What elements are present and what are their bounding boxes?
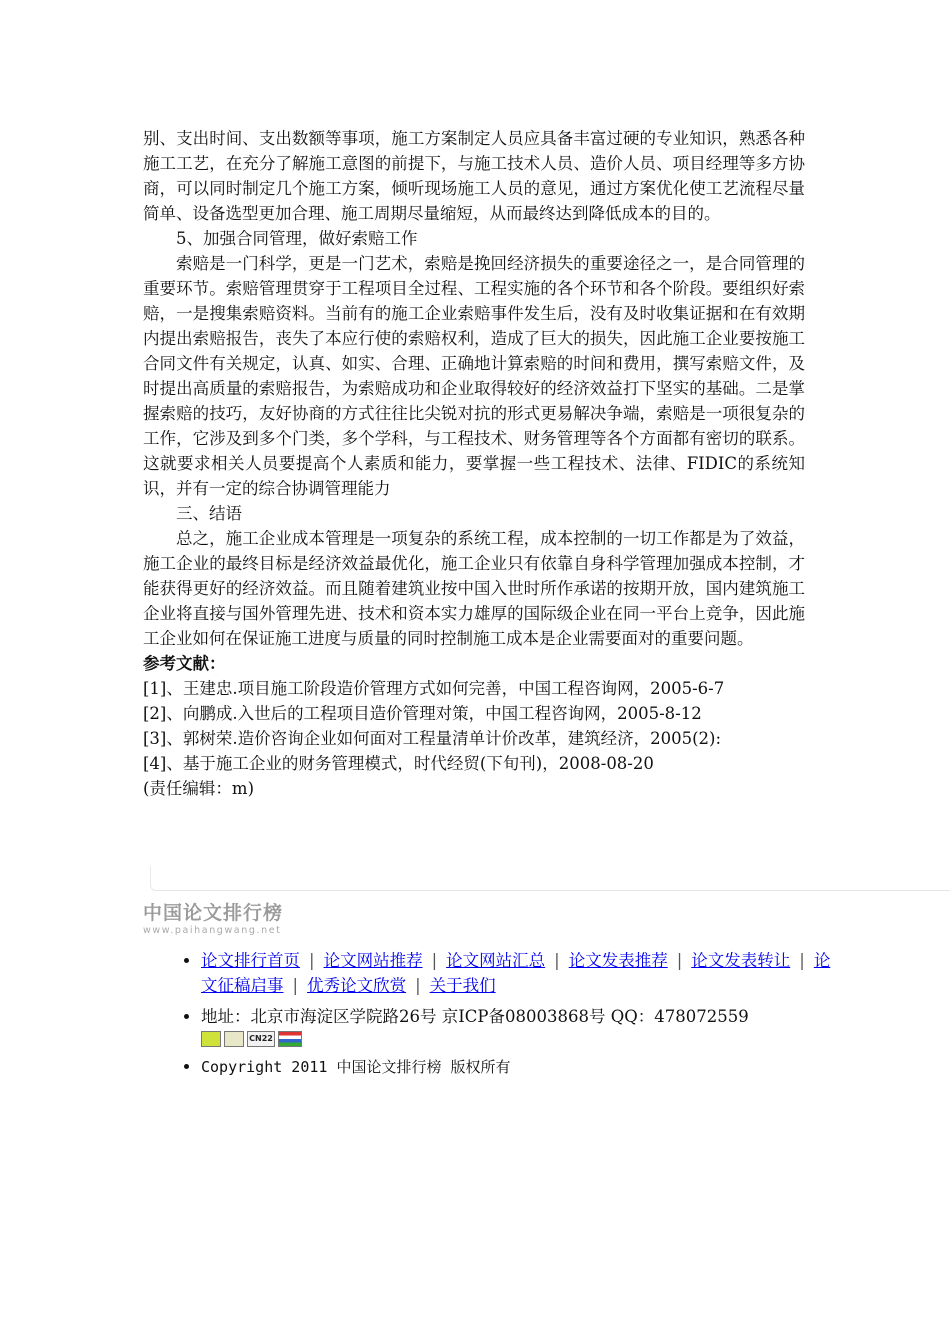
- reference-item: [4]、基于施工企业的财务管理模式，时代经贸(下旬刊)，2008-08-20: [143, 754, 654, 773]
- reference-item: [3]、郭树荣.造价咨询企业如何面对工程量清单计价改革，建筑经济，2005(2):: [143, 729, 722, 748]
- separator: |: [309, 951, 315, 970]
- references-title: 参考文献：: [143, 654, 226, 673]
- copyright-text: Copyright 2011 中国论文排行榜 版权所有: [201, 1058, 511, 1076]
- stats-icon[interactable]: [201, 1031, 221, 1047]
- address-text: 地址：北京市海淀区学院路26号 京ICP备08003868号 QQ：478072559: [201, 1007, 749, 1026]
- cnzz-badge[interactable]: CN22: [247, 1031, 275, 1047]
- link-featured-papers[interactable]: 优秀论文欣赏: [307, 976, 407, 995]
- article-body: [143, 126, 805, 801]
- link-site-summary[interactable]: 论文网站汇总: [446, 951, 546, 970]
- link-publish-recommend[interactable]: 论文发表推荐: [568, 951, 668, 970]
- paragraph-claims: 索赔是一门科学，更是一门艺术，索赔是挽回经济损失的重要途径之一，是合同管理的重要环节。索赔管理贯穿于工程项目全过程、工程实施的各个环节和各个阶段。要组织好索赔，一是搜集索赔资料。当前有的施工企业索赔事件发生后，没有及时收集证据和在有效期内提出索赔报告，丧失了本应行使的索赔权利，造成了巨大的损失，因此施工企业要按施工合同文件有关规定，认真、如实、合理、正确地计算索赔的时间和费用，撰写索赔文件，及时提出高质量的索赔报告，为索赔成功和企业取得较好的经济效益打下坚实的基础。二是掌握索赔的技巧，友好协商的方式往往比尖锐对抗的形式更易解决争端，索赔是一项很复杂的工作，它涉及到多个门类，多个学科，与工程技术、财务管理等各个方面都有密切的联系。这就要求相关人员要提高个人素质和能力，要掌握一些工程技术、法律、FIDIC的系统知识，并有一定的综合协调管理能力: [143, 254, 805, 498]
- separator: |: [676, 951, 683, 970]
- separator: |: [431, 951, 438, 970]
- site-logo[interactable]: [143, 902, 283, 938]
- badge-row: [201, 1030, 841, 1048]
- footer-list: [168, 948, 841, 1086]
- section-heading-claims: 5、加强合同管理，做好索赔工作: [176, 229, 418, 248]
- footer-divider: [150, 866, 950, 891]
- verify-icon[interactable]: [224, 1031, 244, 1047]
- logo-url: www.paihangwang.net: [143, 925, 282, 936]
- section-heading-conclusion: 三、结语: [176, 504, 242, 523]
- reference-item: [1]、王建忠.项目施工阶段造价管理方式如何完善，中国工程咨询网，2005-6-7: [143, 679, 725, 698]
- flag-icon[interactable]: [278, 1031, 302, 1047]
- footer-nav: [201, 948, 841, 998]
- link-publish-transfer[interactable]: 论文发表转让: [691, 951, 791, 970]
- link-home[interactable]: 论文排行首页: [201, 951, 300, 970]
- logo-text: 中国论文排行榜: [143, 902, 284, 924]
- reference-item: [2]、向鹏成.入世后的工程项目造价管理对策，中国工程咨询网，2005-8-12: [143, 704, 702, 723]
- separator: |: [292, 976, 299, 995]
- separator: |: [554, 951, 560, 970]
- link-about-us[interactable]: 关于我们: [429, 976, 496, 995]
- separator: |: [799, 951, 805, 970]
- footer-address: [201, 1004, 841, 1048]
- separator: |: [415, 976, 421, 995]
- link-site-recommend[interactable]: 论文网站推荐: [323, 951, 423, 970]
- link-call-for-papers[interactable]: 论文征稿启事: [201, 951, 831, 995]
- paragraph-conclusion: 总之，施工企业成本管理是一项复杂的系统工程，成本控制的一切工作都是为了效益，施工企业的最终目标是经济效益最优化，施工企业只有依靠自身科学管理加强成本控制，才能获得更好的经济效益。而且随着建筑业按中国入世时所作承诺的按期开放，国内建筑施工企业将直接与国外管理先进、技术和资本实力雄厚的国际级企业在同一平台上竞争，因此施工企业如何在保证施工进度与质量的同时控制施工成本是企业需要面对的重要问题。: [143, 529, 805, 648]
- footer-copyright: [201, 1054, 841, 1080]
- editor-note: (责任编辑：m): [143, 779, 255, 798]
- paragraph-methods: 别、支出时间、支出数额等事项，施工方案制定人员应具备丰富过硬的专业知识，熟悉各种施工工艺，在充分了解施工意图的前提下，与施工技术人员、造价人员、项目经理等多方协商，可以同时制定几个施工方案，倾听现场施工人员的意见，通过方案优化使工艺流程尽量简单、设备选型更加合理、施工周期尽量缩短，从而最终达到降低成本的目的。: [143, 129, 805, 223]
